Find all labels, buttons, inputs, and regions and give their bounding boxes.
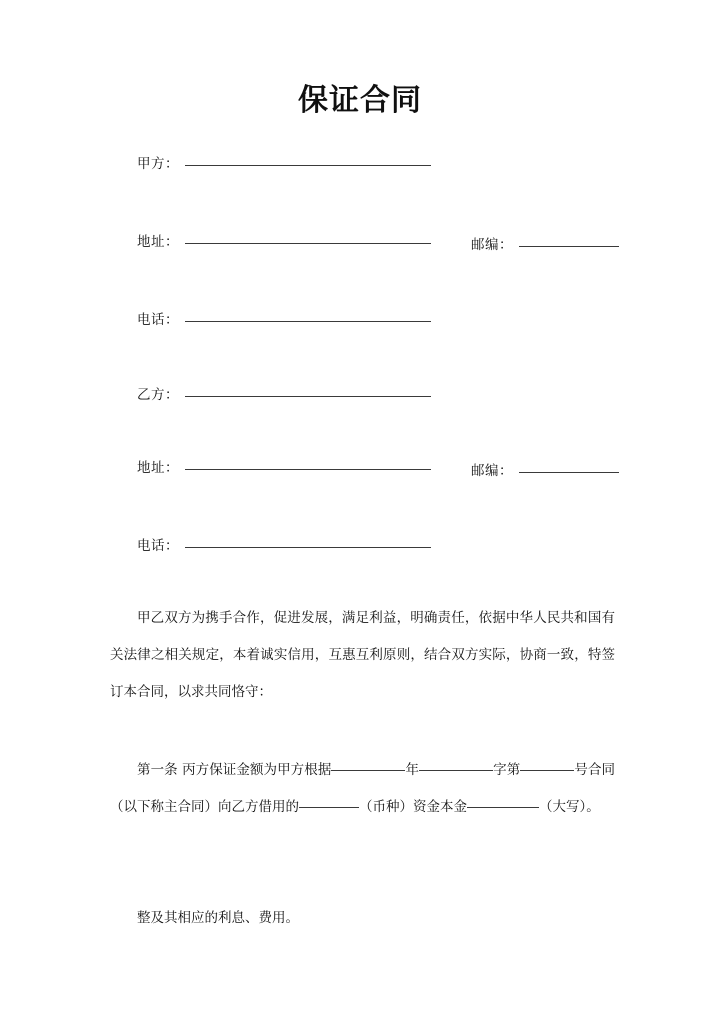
field-row-party-b-tel bbox=[137, 537, 431, 556]
field-row-party-b-zip bbox=[471, 459, 619, 479]
party-a-zip-input-line[interactable] bbox=[519, 246, 619, 247]
article-1-segment-5: （币种）资金本金 bbox=[359, 799, 467, 815]
field-row-party-b-address bbox=[137, 459, 431, 478]
field-row-party-b bbox=[137, 386, 431, 405]
field-row-party-a bbox=[137, 155, 431, 174]
party-b-zip-input-line[interactable] bbox=[519, 472, 619, 473]
party-b-address-input-line[interactable] bbox=[185, 469, 431, 470]
article-1-segment-4: 号合同（以下称主合同）向乙方借用的 bbox=[110, 762, 616, 815]
party-a-address-label: 地址： bbox=[137, 234, 179, 250]
party-b-label: 乙方： bbox=[137, 387, 179, 403]
article-1-text bbox=[110, 752, 615, 826]
field-row-party-a-address bbox=[137, 233, 431, 252]
party-a-label: 甲方： bbox=[137, 156, 179, 172]
article-1-segment-6: （大写）。 bbox=[539, 799, 600, 815]
party-b-address-label: 地址： bbox=[137, 460, 179, 476]
article-1-segment-2: 年 bbox=[405, 762, 420, 778]
field-row-party-a-tel bbox=[137, 311, 431, 330]
party-b-zip-label: 邮编： bbox=[471, 463, 513, 479]
party-b-tel-label: 电话： bbox=[137, 538, 179, 554]
article-1-blank-currency[interactable] bbox=[299, 807, 359, 808]
tail-text: 整及其相应的利息、费用。 bbox=[137, 910, 299, 926]
party-a-zip-label: 邮编： bbox=[471, 237, 513, 253]
party-a-tel-input-line[interactable] bbox=[185, 321, 431, 322]
article-1-blank-year[interactable] bbox=[331, 770, 405, 771]
article-1-blank-principal[interactable] bbox=[467, 807, 539, 808]
party-b-tel-input-line[interactable] bbox=[185, 547, 431, 548]
article-1-paragraph bbox=[110, 752, 615, 826]
party-a-tel-label: 电话： bbox=[137, 312, 179, 328]
preamble-paragraph bbox=[110, 600, 615, 711]
party-a-address-input-line[interactable] bbox=[185, 243, 431, 244]
article-1-segment-1: 第一条 丙方保证金额为甲方根据 bbox=[137, 762, 332, 778]
article-1-segment-3: 字第 bbox=[493, 762, 521, 778]
page-title: 保证合同 bbox=[298, 83, 422, 118]
party-a-input-line[interactable] bbox=[185, 165, 431, 166]
article-1-blank-number[interactable] bbox=[520, 770, 574, 771]
preamble-text: 甲乙双方为携手合作，促进发展，满足利益，明确责任，依据中华人民共和国有关法律之相关规定，本着诚实信用，互惠互利原则，结合双方实际，协商一致，特签订本合同，以求共同恪守： bbox=[110, 610, 615, 700]
party-b-input-line[interactable] bbox=[185, 396, 431, 397]
tail-paragraph bbox=[110, 900, 615, 937]
field-row-party-a-zip bbox=[471, 233, 619, 253]
article-1-blank-word[interactable] bbox=[419, 770, 493, 771]
